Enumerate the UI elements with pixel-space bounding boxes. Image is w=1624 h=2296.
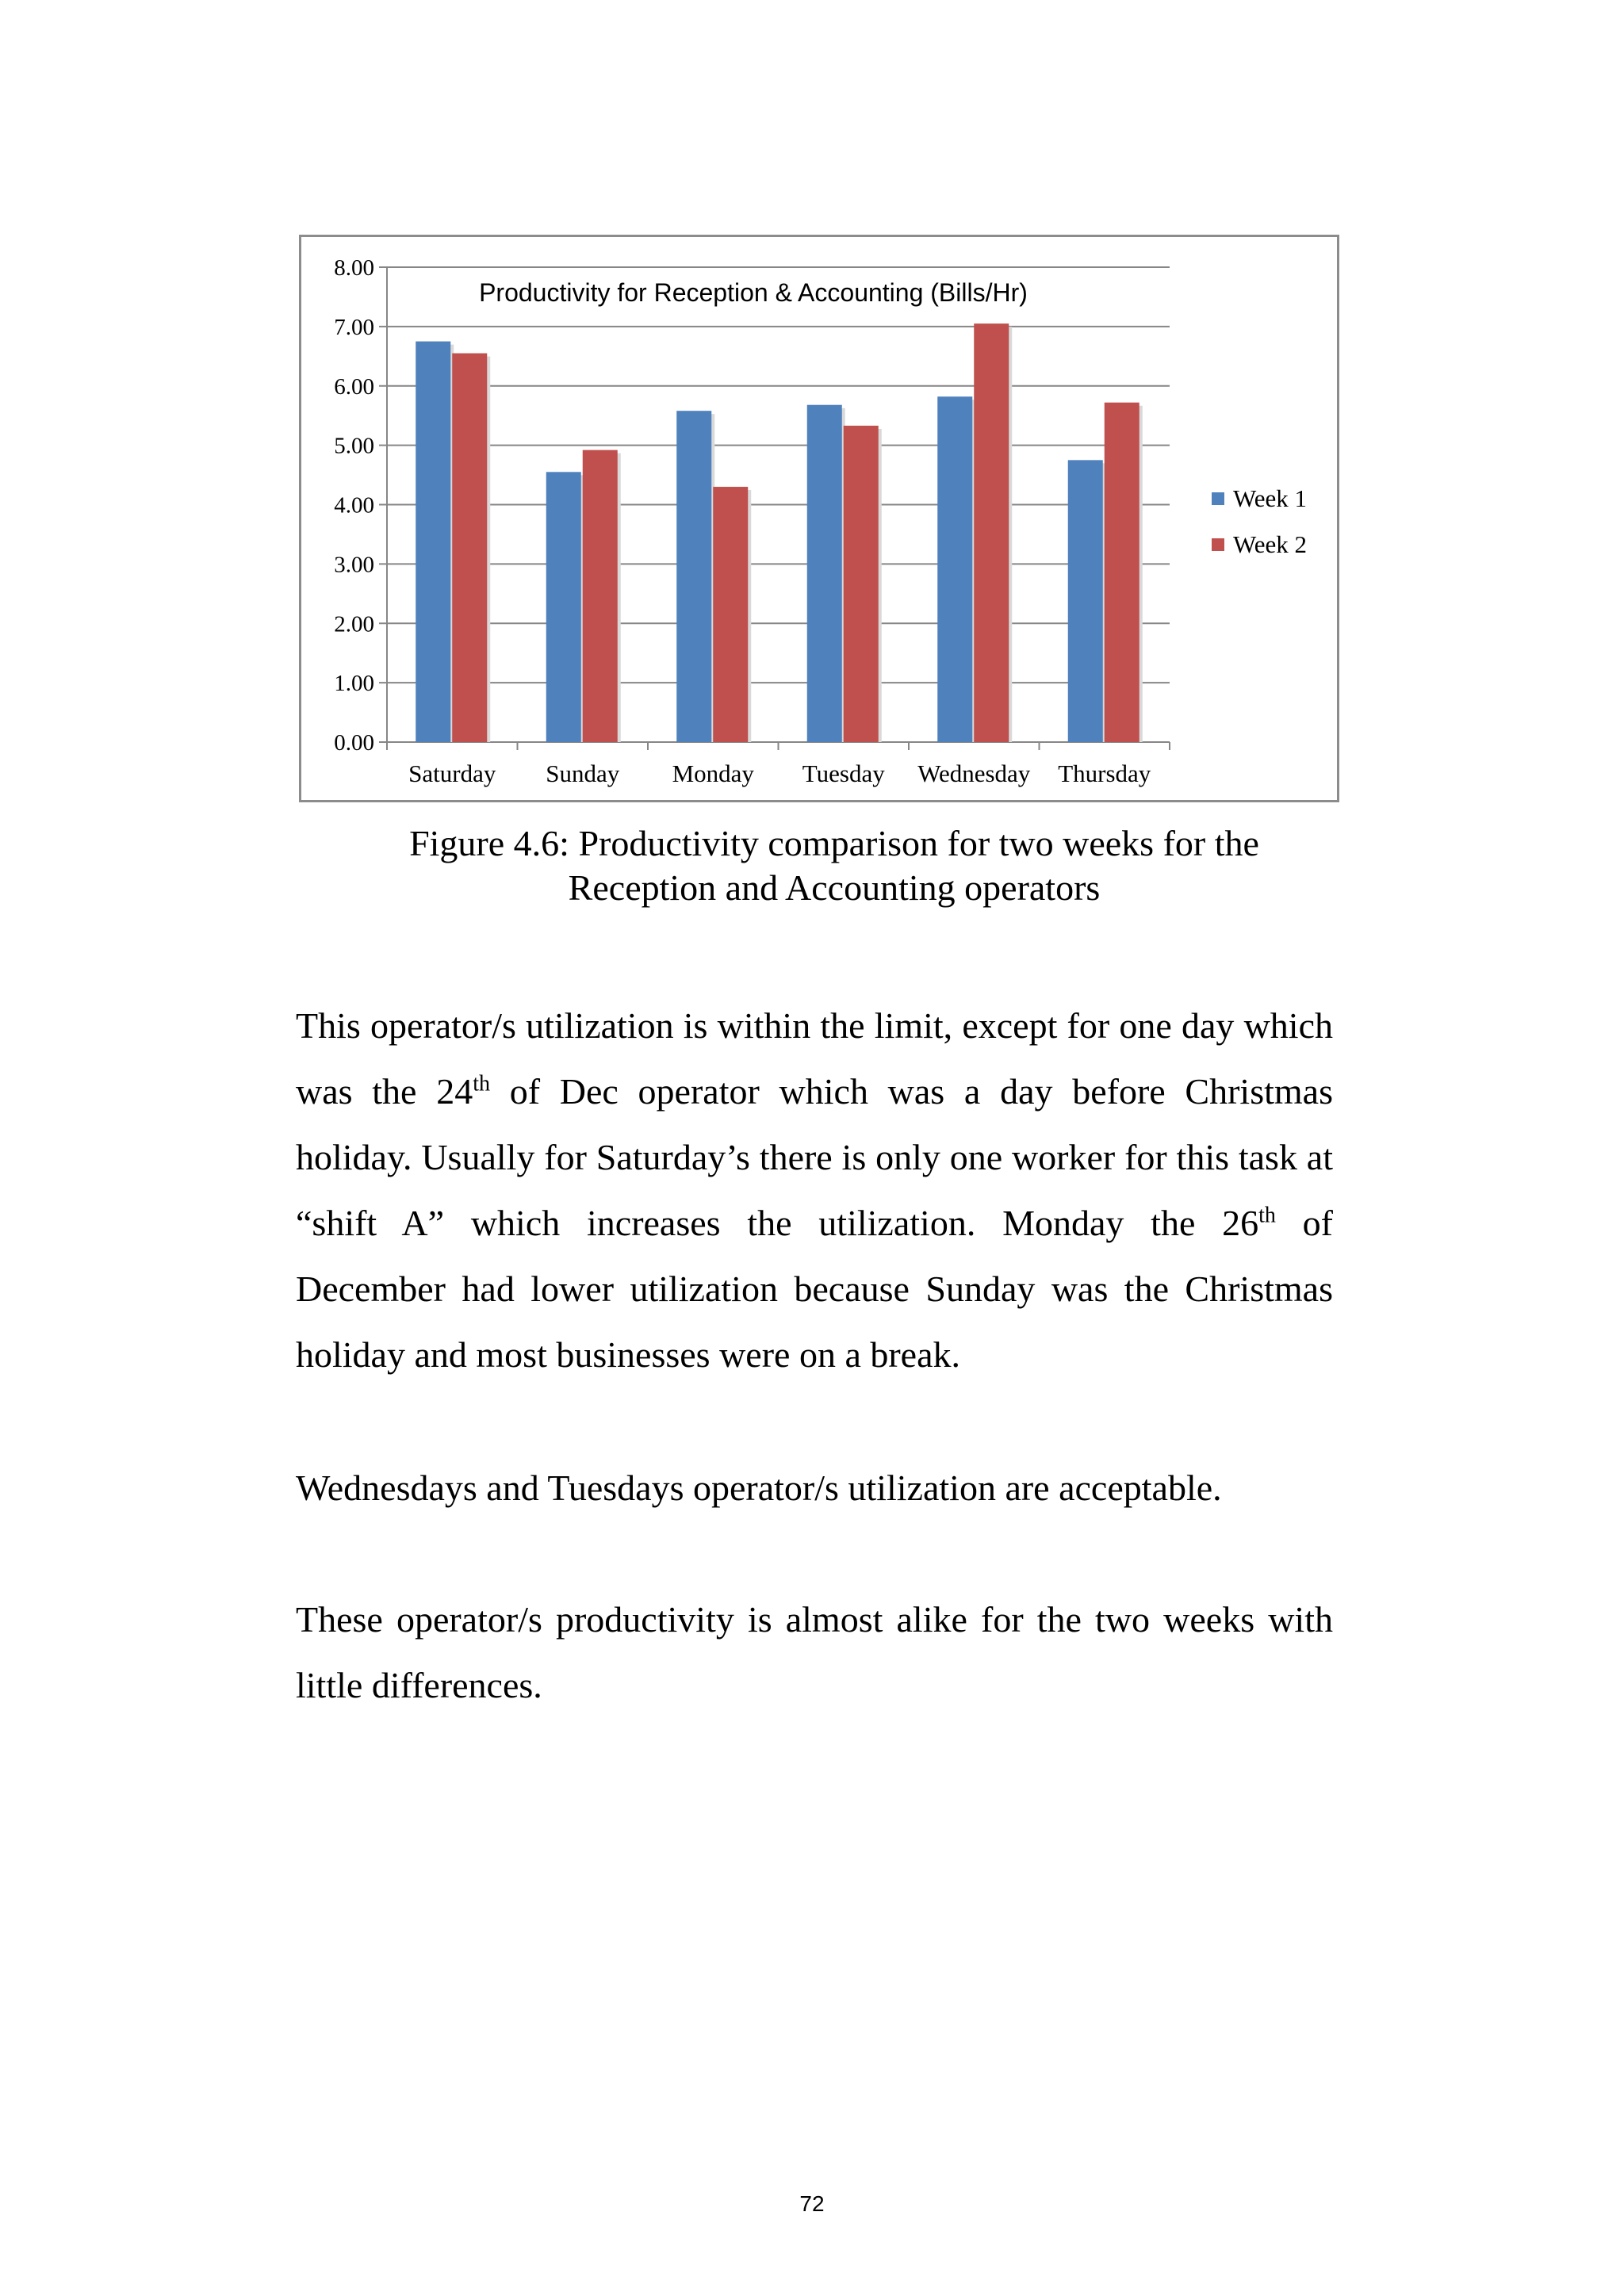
- bar-week-2-saturday: [452, 354, 487, 742]
- y-tick-label: 3.00: [334, 552, 374, 578]
- y-tick-label: 0.00: [334, 730, 374, 756]
- y-tick-label: 7.00: [334, 314, 374, 340]
- paragraph-utilization: [296, 993, 1333, 1387]
- x-tick-label: Monday: [672, 760, 754, 787]
- superscript: th: [1258, 1203, 1276, 1228]
- legend-swatch: [1212, 538, 1224, 551]
- paragraph-productivity: These operator/s productivity is almost alike for the two weeks with little differences.: [296, 1599, 1333, 1705]
- bar-week-1-sunday: [546, 472, 581, 742]
- x-tick-label: Saturday: [408, 760, 496, 787]
- bar-week-1-wednesday: [937, 396, 972, 742]
- legend-label: Week 2: [1233, 530, 1308, 558]
- x-tick-label: Wednesday: [917, 760, 1031, 787]
- bar-week-1-tuesday: [807, 405, 842, 742]
- bar-week-1-monday: [676, 411, 711, 742]
- bar-chart: [301, 237, 1337, 800]
- y-tick-label: 1.00: [334, 671, 374, 697]
- paragraph-text: of Dec operator which was a day before Christmas holiday. Usually for Saturday’s there is only one worker for this task at “shift A” which increases the utilization. Monday the 26: [296, 1071, 1333, 1243]
- y-tick-label: 6.00: [334, 373, 374, 400]
- x-tick-label: Thursday: [1058, 760, 1151, 787]
- paragraph-text: This operator/s utilization is within the limit, except for one day which was the 24: [296, 1005, 1333, 1112]
- paragraph-acceptable: Wednesdays and Tuesdays operator/s utilization are acceptable.: [296, 1468, 1222, 1508]
- superscript: th: [473, 1071, 490, 1096]
- x-tick-label: Tuesday: [802, 760, 885, 787]
- paragraph-text: of December had lower utilization because Sunday was the Christmas holiday and most businesses were on a break.: [296, 1203, 1333, 1375]
- y-tick-label: 8.00: [334, 255, 374, 281]
- legend-swatch: [1212, 492, 1224, 505]
- bar-week-1-thursday: [1068, 460, 1103, 742]
- x-tick-label: Sunday: [546, 760, 620, 787]
- chart-frame: [299, 235, 1339, 802]
- bar-week-1-saturday: [416, 342, 450, 742]
- y-tick-label: 4.00: [334, 492, 374, 519]
- bar-week-2-tuesday: [844, 426, 879, 742]
- figure-caption-line-1: Figure 4.6: Productivity comparison for two weeks for the: [409, 823, 1259, 863]
- chart-title: Productivity for Reception & Accounting (Bills/Hr): [479, 278, 1028, 307]
- bar-week-2-wednesday: [974, 323, 1009, 742]
- page-number: 72: [799, 2191, 825, 2216]
- bar-week-2-sunday: [583, 450, 618, 742]
- y-tick-label: 2.00: [334, 611, 374, 637]
- figure-caption-line-2: Reception and Accounting operators: [568, 867, 1101, 908]
- bar-week-2-thursday: [1105, 403, 1139, 742]
- bar-week-2-monday: [713, 487, 748, 742]
- y-tick-label: 5.00: [334, 433, 374, 459]
- legend-label: Week 1: [1233, 484, 1308, 512]
